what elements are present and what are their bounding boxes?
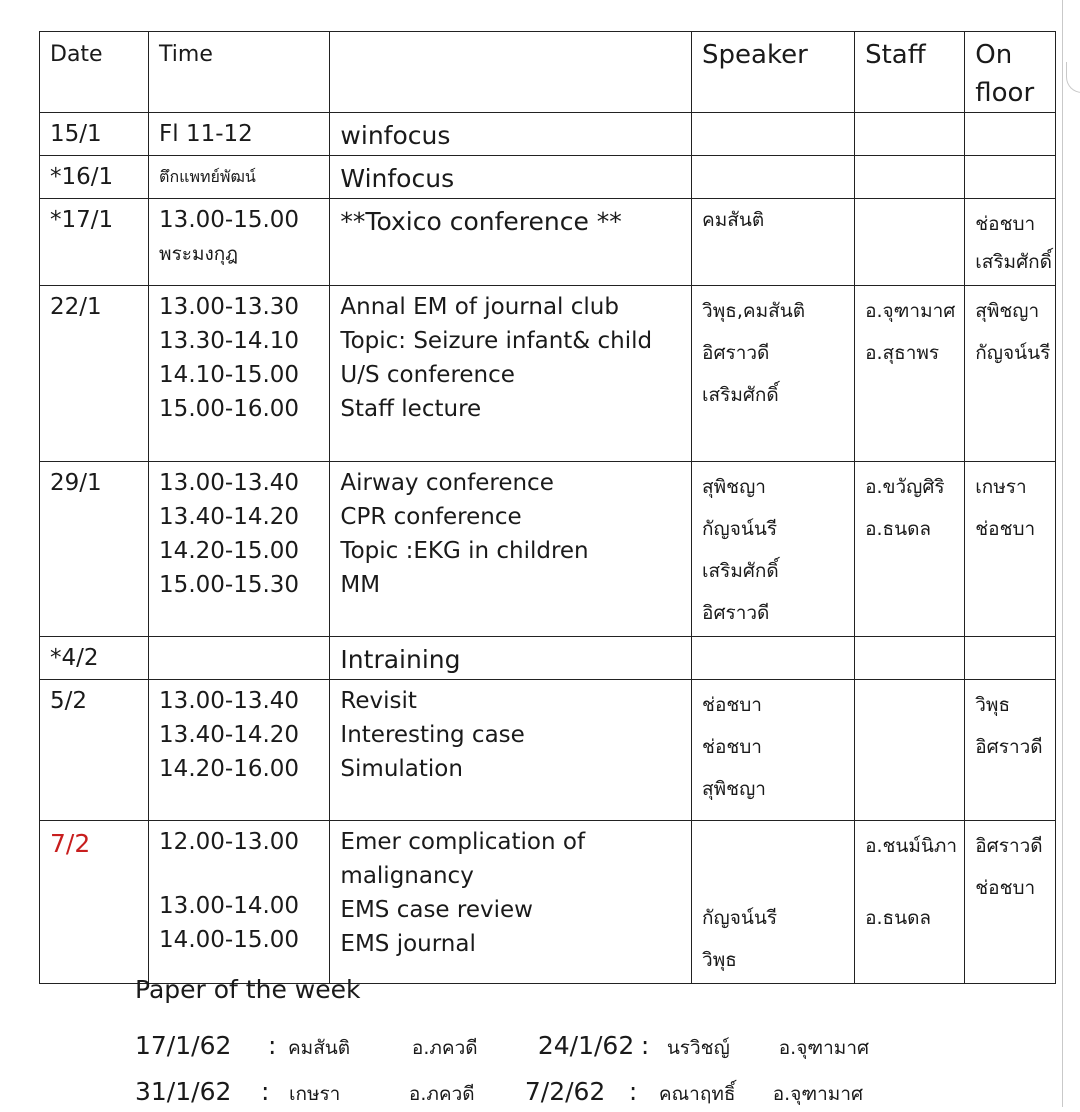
paper-row: 17/1/62 : คมสันติ อ.ภควดี 24/1/62 : นรวิชญ์ อ.จุฑามาศ <box>135 1028 869 1066</box>
topic-cell: **Toxico conference ** <box>330 199 692 286</box>
date-cell: 5/2 <box>40 680 149 821</box>
table-row <box>40 286 1056 462</box>
paper-of-week-title: Paper of the week <box>135 975 361 1004</box>
staff-cell <box>855 680 965 821</box>
staff-cell: อ.ชนม์นิภา อ.ธนดล <box>855 821 965 984</box>
topic-cell: Airway conference CPR conference Topic :EKG in children MM <box>330 462 692 637</box>
paper-presenter: เกษรา <box>288 1083 341 1105</box>
date-cell: 22/1 <box>40 286 149 462</box>
paper-date: 17/1/62 <box>135 1031 232 1060</box>
paper-date: 7/2/62 <box>524 1077 606 1106</box>
time-cell: ตึกแพทย์พัฒน์ <box>149 156 330 199</box>
paper-presenter: นรวิชญ์ <box>666 1037 730 1059</box>
time-cell: Fl 11-12 <box>149 113 330 156</box>
topic-cell: Winfocus <box>330 156 692 199</box>
paper-staff: อ.จุฑามาศ <box>772 1083 864 1105</box>
time-cell: 12.00-13.00 13.00-14.00 14.00-15.00 <box>149 821 330 984</box>
table-row <box>40 680 1056 821</box>
time-cell: 13.00-15.00 พระมงกุฎ <box>149 199 330 286</box>
speaker-cell: วิพุธ,คมสันติ อิศราวดี เสริมศักดิ์ <box>692 286 855 462</box>
page-corner <box>1066 62 1080 93</box>
topic-cell: Revisit Interesting case Simulation <box>330 680 692 821</box>
paper-presenter: คณาฤทธิ์ <box>658 1083 736 1105</box>
speaker-cell <box>692 637 855 680</box>
page-edge <box>1062 0 1063 1107</box>
on-floor-cell: เกษรา ช่อชบา <box>965 462 1056 637</box>
on-floor-cell <box>965 113 1056 156</box>
table-row <box>40 199 1056 286</box>
speaker-cell: ช่อชบา ช่อชบา สุพิชญา <box>692 680 855 821</box>
table-row <box>40 637 1056 680</box>
paper-row: 31/1/62 : เกษรา อ.ภควดี 7/2/62 : คณาฤทธิ์ อ.จุฑามาศ <box>135 1074 863 1112</box>
on-floor-cell <box>965 637 1056 680</box>
time-cell: 13.00-13.30 13.30-14.10 14.10-15.00 15.00-16.00 <box>149 286 330 462</box>
topic-cell: Emer complication of malignancy EMS case review EMS journal <box>330 821 692 984</box>
on-floor-cell <box>965 156 1056 199</box>
table-row <box>40 821 1056 984</box>
header-row <box>40 32 1056 113</box>
speaker-cell <box>692 113 855 156</box>
topic-cell: winfocus <box>330 113 692 156</box>
staff-cell <box>855 113 965 156</box>
speaker-cell: กัญจน์นรี วิพุธ <box>692 821 855 984</box>
on-floor-cell: วิพุธ อิศราวดี <box>965 680 1056 821</box>
schedule-table <box>39 31 1056 984</box>
header-topic <box>330 32 692 113</box>
paper-staff: อ.จุฑามาศ <box>778 1037 870 1059</box>
staff-cell: อ.จุฑามาศ อ.สุธาพร <box>855 286 965 462</box>
topic-cell: Annal EM of journal club Topic: Seizure infant& child U/S conference Staff lecture <box>330 286 692 462</box>
date-cell: *17/1 <box>40 199 149 286</box>
paper-staff: อ.ภควดี <box>411 1037 478 1059</box>
date-cell: *4/2 <box>40 637 149 680</box>
table-row <box>40 156 1056 199</box>
header-time: Time <box>149 32 330 113</box>
staff-cell <box>855 199 965 286</box>
on-floor-cell: อิศราวดี ช่อชบา <box>965 821 1056 984</box>
date-cell: 29/1 <box>40 462 149 637</box>
staff-cell <box>855 156 965 199</box>
on-floor-cell: สุพิชญา กัญจน์นรี <box>965 286 1056 462</box>
header-on-floor: On floor <box>965 32 1056 113</box>
time-cell <box>149 637 330 680</box>
paper-presenter: คมสันติ <box>287 1037 351 1059</box>
staff-cell <box>855 637 965 680</box>
paper-date: 24/1/62 <box>537 1031 635 1060</box>
topic-cell: Intraining <box>330 637 692 680</box>
date-cell: 15/1 <box>40 113 149 156</box>
date-cell: *16/1 <box>40 156 149 199</box>
header-speaker: Speaker <box>692 32 855 113</box>
paper-staff: อ.ภควดี <box>408 1083 475 1105</box>
speaker-cell <box>692 156 855 199</box>
header-date: Date <box>40 32 149 113</box>
table-row <box>40 462 1056 637</box>
header-staff: Staff <box>855 32 965 113</box>
on-floor-cell: ช่อชบา เสริมศักดิ์ <box>965 199 1056 286</box>
speaker-cell: สุพิชญา กัญจน์นรี เสริมศักดิ์ อิศราวดี <box>692 462 855 637</box>
date-cell: 7/2 <box>40 821 149 984</box>
time-cell: 13.00-13.40 13.40-14.20 14.20-16.00 <box>149 680 330 821</box>
table-row <box>40 113 1056 156</box>
time-cell: 13.00-13.40 13.40-14.20 14.20-15.00 15.00-15.30 <box>149 462 330 637</box>
speaker-cell: คมสันติ <box>692 199 855 286</box>
staff-cell: อ.ขวัญศิริ อ.ธนดล <box>855 462 965 637</box>
paper-date: 31/1/62 <box>135 1077 232 1106</box>
